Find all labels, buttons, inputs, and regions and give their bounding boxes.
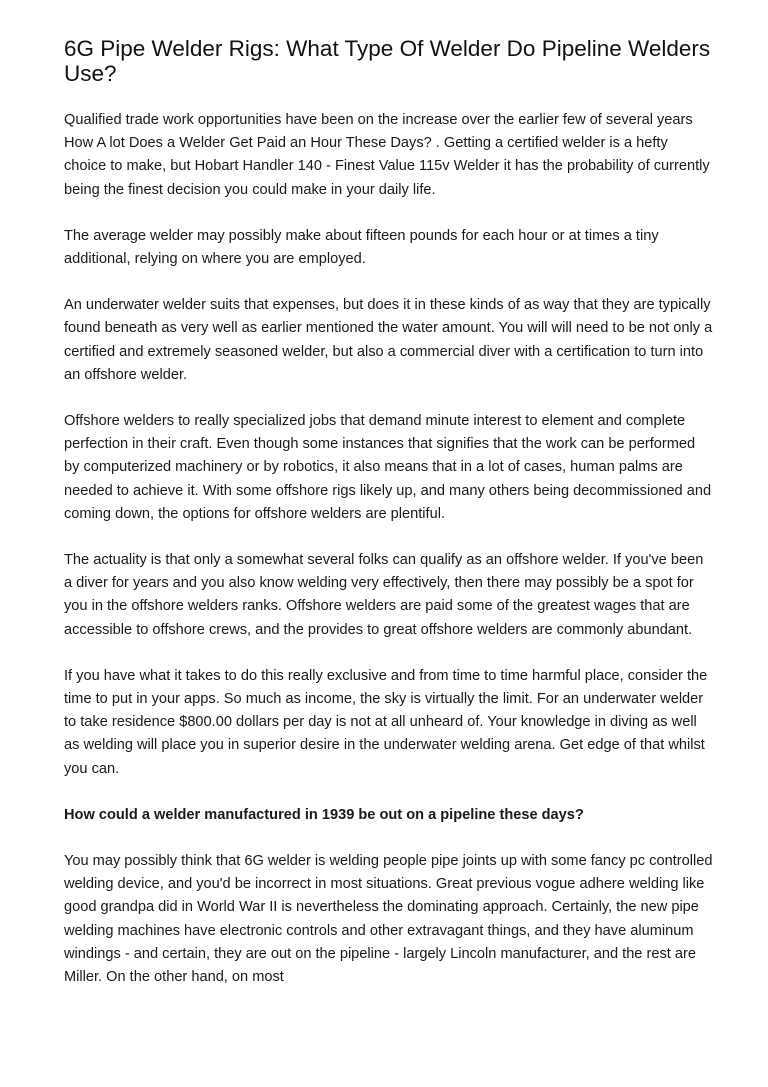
paragraph-offshore-qualify: The actuality is that only a somewhat several folks can qualify as an offshore welder. If you've been a diver for years and you also know welding very effectively, then there may possibly be a spot for you in the offshore welders ranks. Offshore welders are paid some of the greatest wages that are accessible to offshore crews, and the provides to great offshore welders are commonly abundant. — [64, 552, 704, 638]
section-heading: How could a welder manufactured in 1939 be out on a pipeline these days? — [64, 806, 584, 823]
document-page — [64, 36, 714, 1012]
paragraph-apply: If you have what it takes to do this really exclusive and from time to time harmful place, consider the time to put in your apps. So much as income, the sky is virtually the limit. For an underwater welder to take residence $800.00 dollars per day is not at all unheard of. Your knowledge in diving as well as welding will place you in superior desire in the underwater welding arena. Get edge of that whilst you can. — [64, 667, 708, 777]
paragraph-offshore-jobs: Offshore welders to really specialized jobs that demand minute interest to element and complete perfection in their craft. Even though some instances that signifies that the work can be performed by computerized machinery or by robotics, it also means that in a lot of cases, human palms are needed to achieve it. With some offshore rigs likely up, and many others being decommissioned and coming down, the options for offshore welders are plentiful. — [64, 413, 712, 522]
paragraph-average-wage: The average welder may possibly make about fifteen pounds for each hour or at times a tiny additional, relying on where you are employed. — [64, 227, 659, 268]
paragraph-pipe-welding: You may possibly think that 6G welder is welding people pipe joints up with some fancy pc controlled welding device, and you'd be incorrect in most situations. Great previous vogue adhere welding like good grandpa did in World War II is nevertheless the dominating approach. Certainly, the new pipe welding machines have electronic controls and other extravagant things, and they have aluminum windings - and certain, they are out on the pipeline - largely Lincoln manufacturer, and the rest are Miller. On the other hand, on most — [64, 853, 713, 986]
paragraph-intro: Qualified trade work opportunities have been on the increase over the earlier few of several years How A lot Does a Welder Get Paid an Hour These Days? . Getting a certified welder is a hefty choice to make, but Hobart Handler 140 - Finest Value 115v Welder it has the probability of currently being the finest decision you could make in your daily life. — [64, 112, 710, 198]
paragraph-underwater-welder: An underwater welder suits that expenses, but does it in these kinds of as way that they are typically found beneath as very well as earlier mentioned the water amount. You will will need to be not only a certified and extremely seasoned welder, but also a commercial diver with a certification to turn into an offshore welder. — [64, 297, 713, 383]
document-title: 6G Pipe Welder Rigs: What Type Of Welder Do Pipeline Welders Use? — [64, 36, 711, 86]
